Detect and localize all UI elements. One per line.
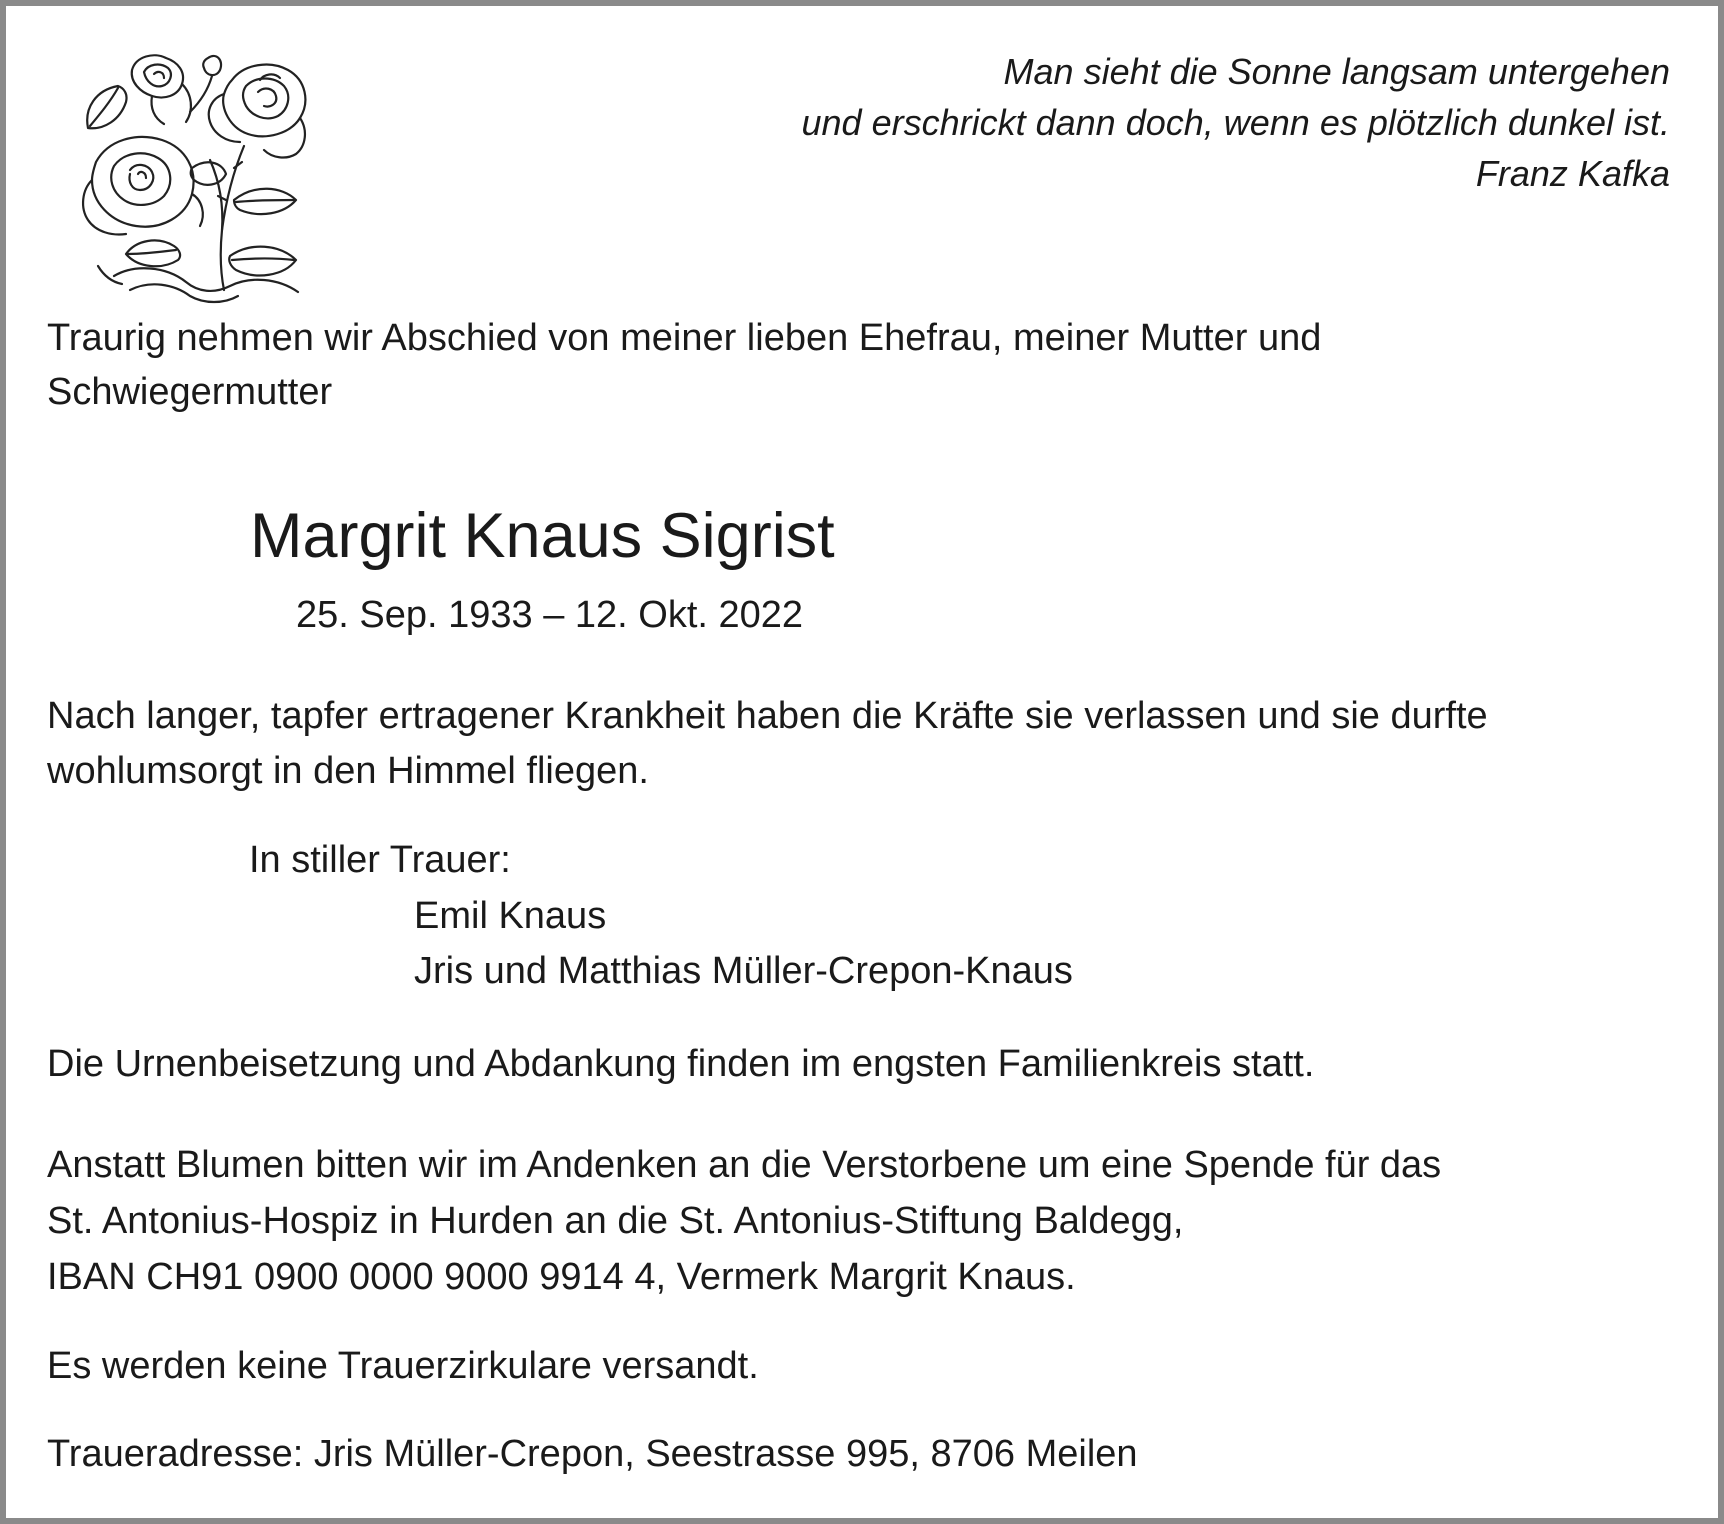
intro-line-1: Traurig nehmen wir Abschied von meiner lieben Ehefrau, meiner Mutter und bbox=[47, 317, 1322, 359]
quote-block bbox=[802, 46, 1670, 199]
deceased-name: Margrit Knaus Sigrist bbox=[250, 501, 835, 571]
quote-line-1: Man sieht die Sonne langsam untergehen bbox=[1003, 51, 1670, 92]
mourning-address: Traueradresse: Jris Müller-Crepon, Seestrasse 995, 8706 Meilen bbox=[47, 1433, 1138, 1475]
mourner-name: Emil Knaus bbox=[414, 895, 607, 937]
deceased-dates: 25. Sep. 1933 – 12. Okt. 2022 bbox=[296, 594, 804, 636]
donation-line-3: IBAN CH91 0900 0000 9000 9914 4, Vermerk Margrit Knaus. bbox=[47, 1256, 1076, 1298]
mourner-name: Jris und Matthias Müller-Crepon-Knaus bbox=[414, 950, 1073, 992]
roses-illustration-icon bbox=[74, 50, 334, 312]
donation-line-1: Anstatt Blumen bitten wir im Andenken an die Verstorbene um eine Spende für das bbox=[47, 1144, 1442, 1186]
passing-line-1: Nach langer, tapfer ertragener Krankheit haben die Kräfte sie verlassen und sie durfte bbox=[47, 695, 1488, 737]
intro-line-2: Schwiegermutter bbox=[47, 371, 333, 413]
ceremony-notice: Die Urnenbeisetzung und Abdankung finden im engsten Familienkreis statt. bbox=[47, 1043, 1315, 1085]
circulars-notice: Es werden keine Trauerzirkulare versandt. bbox=[47, 1345, 759, 1387]
quote-author: Franz Kafka bbox=[1475, 153, 1670, 194]
mourners-heading: In stiller Trauer: bbox=[249, 839, 511, 881]
quote-line-2: und erschrickt dann doch, wenn es plötzlich dunkel ist. bbox=[801, 102, 1670, 143]
donation-line-2: St. Antonius-Hospiz in Hurden an die St. Antonius-Stiftung Baldegg, bbox=[47, 1200, 1184, 1242]
passing-line-2: wohlumsorgt in den Himmel fliegen. bbox=[47, 750, 649, 792]
obituary-notice bbox=[6, 6, 1718, 1518]
